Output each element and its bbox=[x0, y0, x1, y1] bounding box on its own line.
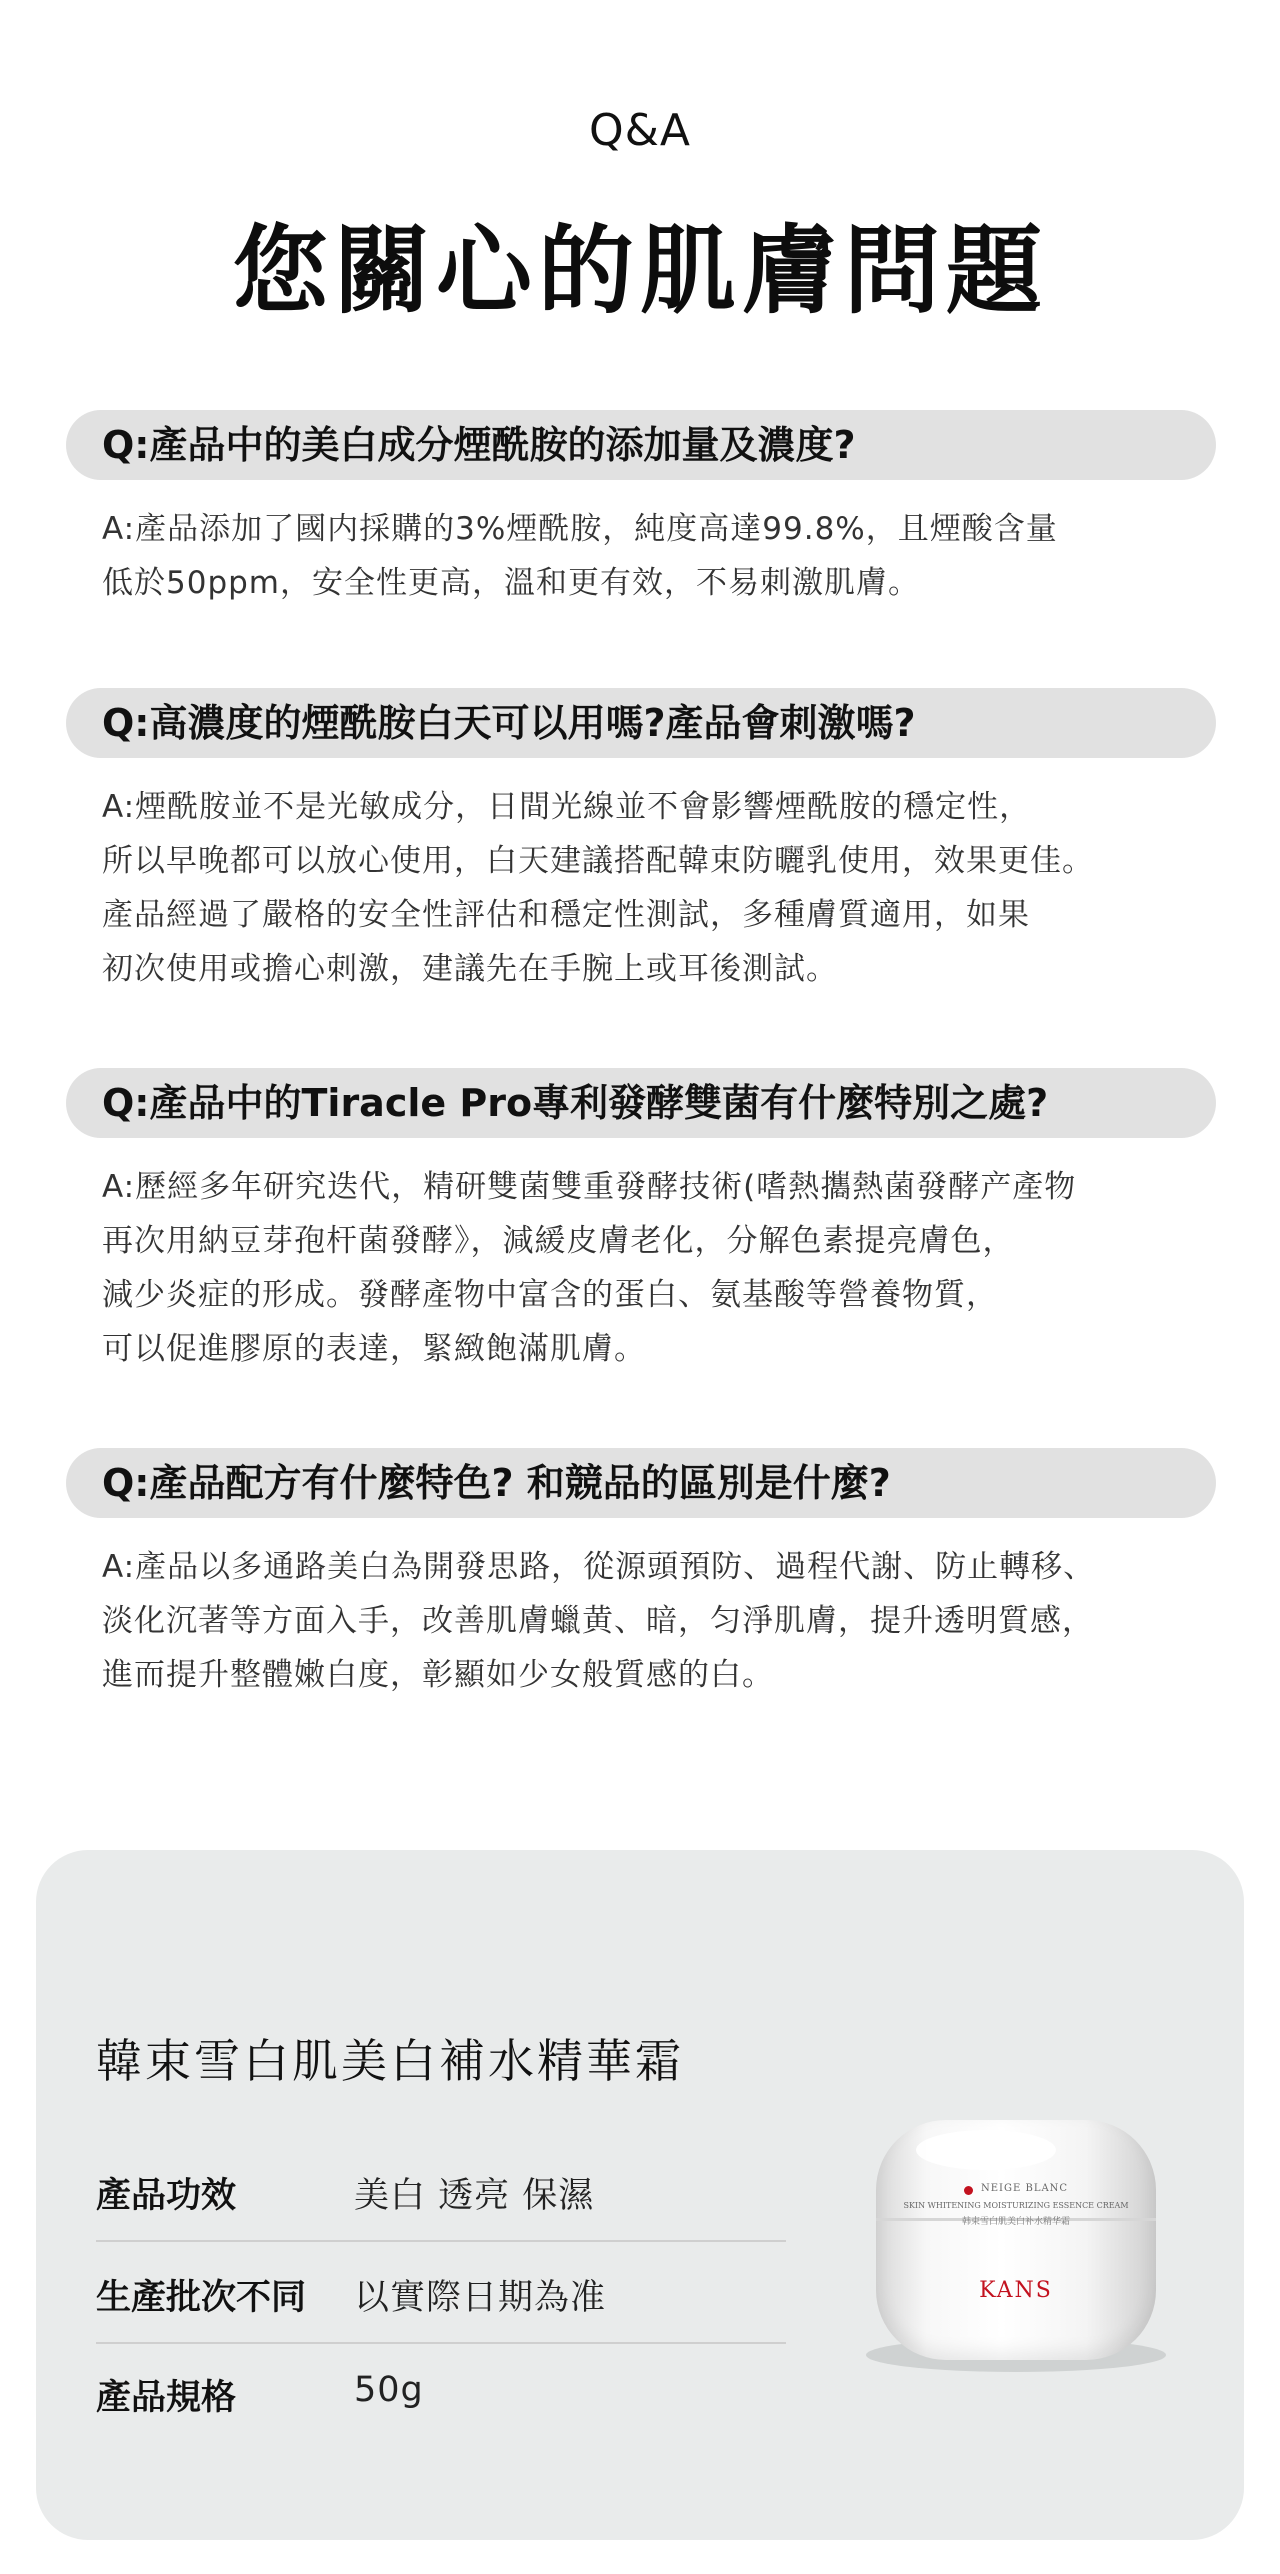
answer-line: 所以早晚都可以放心使用，白天建議搭配韓束防曬乳使用，效果更佳。 bbox=[102, 843, 1094, 879]
spec-value: 50g bbox=[354, 2370, 424, 2410]
answer-line: 減少炎症的形成。發酵產物中富含的蛋白、氨基酸等營養物質， bbox=[102, 1277, 998, 1313]
answer-line: A:產品添加了國内採購的3%煙酰胺，純度高達99.8%，且煙酸含量 bbox=[102, 511, 1058, 547]
question-bar bbox=[66, 1068, 1216, 1138]
answer-text bbox=[102, 1540, 1216, 1702]
jar-subtitle-cn: 韩束雪白肌美白补水精华霜 bbox=[961, 2217, 1070, 2227]
jar-red-dot-icon bbox=[964, 2186, 973, 2195]
qa-item bbox=[66, 410, 1216, 610]
qa-item bbox=[66, 1448, 1216, 1702]
answer-line: A:歷經多年研究迭代，精研雙菌雙重發酵技術(嗜熱攜熱菌發酵产產物 bbox=[102, 1169, 1077, 1205]
spec-row-batch bbox=[96, 2242, 786, 2342]
answer-line: 產品經過了嚴格的安全性評估和穩定性測試，多種膚質適用，如果 bbox=[102, 897, 1030, 933]
qa-label: Q&A bbox=[588, 105, 692, 156]
spec-value: 美白 透亮 保濕 bbox=[354, 2176, 595, 2216]
page-title: 您關心的肌膚問題 bbox=[232, 215, 1048, 327]
spec-label: 生產批次不同 bbox=[96, 2278, 307, 2318]
spec-label: 產品規格 bbox=[96, 2378, 237, 2418]
jar-subtitle-en: SKIN WHITENING MOISTURIZING ESSENCE CREAM bbox=[903, 2201, 1129, 2210]
spec-row-efficacy bbox=[96, 2140, 786, 2240]
qa-item bbox=[66, 688, 1216, 996]
spec-value: 以實際日期為准 bbox=[354, 2278, 607, 2318]
answer-text bbox=[102, 1160, 1216, 1376]
spec-row-size bbox=[96, 2342, 786, 2442]
question-text: Q:產品中的Tiracle Pro專利發酵雙菌有什麼特別之處? bbox=[102, 1081, 1049, 1125]
answer-line: 淡化沉著等方面入手，改善肌膚蠟黄、暗，匀淨肌膚，提升透明質感， bbox=[102, 1603, 1094, 1639]
product-card bbox=[36, 1850, 1244, 2540]
qa-item bbox=[66, 1068, 1216, 1376]
answer-line: 再次用納豆芽孢杆菌發酵》，減緩皮膚老化，分解色素提亮膚色， bbox=[102, 1223, 1015, 1259]
answer-line: 初次使用或擔心刺激，建議先在手腕上或耳後測試。 bbox=[102, 951, 838, 987]
product-jar-image bbox=[836, 2090, 1196, 2390]
question-bar bbox=[66, 1448, 1216, 1518]
answer-line: A:煙酰胺並不是光敏成分，日間光線並不會影響煙酰胺的穩定性， bbox=[102, 789, 1032, 825]
question-bar bbox=[66, 410, 1216, 480]
jar-highlight bbox=[916, 2130, 1056, 2170]
question-bar bbox=[66, 688, 1216, 758]
jar-logo: KANS bbox=[979, 2278, 1053, 2303]
jar-brand-small: NEIGE BLANC bbox=[981, 2183, 1069, 2194]
question-text: Q:產品中的美白成分煙酰胺的添加量及濃度? bbox=[102, 423, 856, 467]
answer-line: 可以促進膠原的表達，緊緻飽滿肌膚。 bbox=[102, 1331, 646, 1367]
product-name: 韓束雪白肌美白補水精華霜 bbox=[96, 2034, 684, 2088]
answer-line: A:產品以多通路美白為開發思路，從源頭預防、過程代謝、防止轉移、 bbox=[102, 1549, 1096, 1585]
answer-line: 進而提升整體嫩白度，彰顯如少女般質感的白。 bbox=[102, 1657, 774, 1693]
spec-label: 產品功效 bbox=[96, 2176, 237, 2216]
answer-line: 低於50ppm，安全性更高，溫和更有效，不易刺激肌膚。 bbox=[102, 565, 920, 601]
question-text: Q:產品配方有什麼特色? 和競品的區別是什麼? bbox=[102, 1461, 891, 1505]
question-text: Q:高濃度的煙酰胺白天可以用嗎?產品會刺激嗎? bbox=[102, 701, 916, 745]
answer-text bbox=[102, 502, 1216, 610]
answer-text bbox=[102, 780, 1216, 996]
